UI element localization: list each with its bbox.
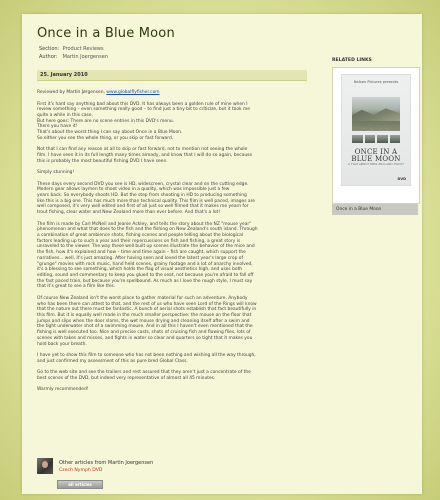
cover-landscape-image bbox=[352, 97, 400, 131]
paragraph-line: Not that I can find any reason at all to skip or fast forward, not to mention not seeing the whole bbox=[37, 147, 248, 153]
related-link-label[interactable]: Once in a Blue Moon bbox=[336, 207, 382, 212]
article-paragraph bbox=[37, 353, 309, 364]
paragraph-line: quite a while in this case. bbox=[37, 112, 93, 118]
paragraph-line: film. I have seen it in its full length many times already, and know that I will do so again, because bbox=[37, 152, 253, 158]
paragraph-line: "grunge" movies with rock music, hand held scenes, grainy footage and a lot of anarchy involved, bbox=[37, 261, 253, 267]
paragraph-line: this is probably the most beautiful fishing DVD I have seen. bbox=[37, 158, 168, 164]
paragraph-line: this film. But it is equally well made in the much smaller perspective: the mouse on the floor that bbox=[37, 312, 252, 318]
paragraph-line: jumps and slips when the door slams, the wet mouse drying and cleaning itself after a swim and bbox=[37, 318, 250, 324]
paragraph-line: phenomenon and what that does to the fish and the fishing on New Zealand's south island. Through bbox=[37, 227, 258, 233]
paragraph-line: I have yet to show this film to someone who has not been nothing and wishing all the way through, bbox=[37, 353, 256, 358]
related-links bbox=[332, 58, 418, 215]
related-links-heading: RELATED LINKS bbox=[332, 58, 372, 63]
article-paragraph bbox=[37, 222, 309, 290]
paragraph-line: Of course New Zealand isn't the worst place to gather material for such an adventure. Anybody bbox=[37, 295, 248, 301]
section-row bbox=[39, 46, 104, 52]
author-value[interactable]: Martin Joergensen bbox=[62, 54, 108, 60]
paragraph-line: Simply stunning! bbox=[37, 170, 75, 176]
paragraph-line: Warmly recommended! bbox=[37, 387, 89, 393]
article-paragraph bbox=[37, 370, 309, 381]
paragraph-line: like this is a big one. This has much more than technical quality. This film is well paced, images are bbox=[37, 198, 256, 204]
paragraph-line: trout fishing, clear water and New Zealand more than ever before. And that's a lot! bbox=[37, 210, 220, 216]
paragraph-line: hold back your breath. bbox=[37, 341, 87, 347]
paragraph-line: factors leading up to such a year and their repercussions on fish and fishing, a great story is bbox=[37, 238, 241, 244]
paragraph-line: the fish, how it's explained and how – time and time again – fish are caught, which support the bbox=[37, 250, 246, 256]
paragraph-line: But here goes: There are no scene entries in this DVD's menu. bbox=[37, 118, 175, 124]
site-link[interactable]: www.globalflyfisher.com bbox=[106, 90, 160, 95]
other-article-link[interactable]: Czech Nymph DVD bbox=[59, 468, 103, 473]
paragraph-line: unraveled to the viewer. The way these well built up scenes illustrate the behavior of the mice and bbox=[37, 244, 255, 250]
section-value[interactable]: Product Reviews bbox=[62, 46, 104, 52]
paragraph-line: years back. So everybody shoots HD. But the step from shooting in HD to producing something bbox=[37, 193, 247, 199]
cover-thumbnails bbox=[352, 135, 400, 143]
paragraph-line: it's a blessing to see something, which holds the flag of visual aesthetics high, and uses both bbox=[37, 267, 243, 273]
paragraph-line: that it's great to see a film like this. bbox=[37, 284, 116, 290]
paragraph-line: the tight underwater shot of a swimming mouse. And in all this I haven't even mentioned that the bbox=[37, 324, 253, 330]
dvd-cover-link[interactable] bbox=[332, 67, 420, 204]
paragraph-line: and just confirmed my assessment of this as pure bred Global Class. bbox=[37, 358, 188, 364]
article-paragraph bbox=[37, 182, 309, 216]
reviewed-by bbox=[37, 90, 309, 96]
article-paragraph bbox=[37, 296, 309, 347]
page-title: Once in a Blue Moon bbox=[37, 26, 175, 41]
other-articles-label: Other articles from Martin Joergensen bbox=[59, 460, 154, 466]
author-label: Author: bbox=[39, 54, 58, 60]
paragraph-line: The film is made by Carl McNeil and Jeanie Ackley, and tells the story about the NZ "mouse year" bbox=[37, 221, 252, 227]
dvd-cover-image bbox=[341, 74, 411, 186]
paragraph-line: That's about the worst thing I can say about Once in a Blue Moon. bbox=[37, 130, 183, 136]
reviewed-prefix: Reviewed by Martin Jørgensen, bbox=[37, 90, 105, 95]
paragraph-line: First it's hard say anything bad about this DVD. It has always been a golden rule of mine when I bbox=[37, 101, 248, 107]
paragraph-line: editing, sound and commentary to keep you glued to the seat, not because you're afraid to fall off bbox=[37, 272, 254, 278]
article-date: 25. January 2010 bbox=[40, 72, 88, 78]
section-label: Section: bbox=[39, 46, 60, 52]
paragraph-line: who has been there can attest to that, and the rest of us who have seen Lord of the Rings will know bbox=[37, 301, 257, 307]
article-paragraph bbox=[37, 102, 309, 142]
paragraph-line: a combination of great ambience shots, fishing scenes and people telling about the biological bbox=[37, 233, 244, 239]
date-bar bbox=[37, 70, 307, 81]
paragraph-line: These days every second DVD you see is HD, widescreen, crystal clear and on the cutting edge. bbox=[37, 181, 249, 187]
avatar[interactable] bbox=[37, 458, 53, 474]
paragraph-line: review something – even something really good – to find just a tiny bit to criticize, but it took me bbox=[37, 107, 250, 113]
cover-presenter: Nafsen Pictures presents bbox=[353, 80, 399, 84]
article-page bbox=[22, 14, 422, 494]
article-paragraph bbox=[37, 147, 309, 164]
author-row bbox=[39, 54, 108, 60]
paragraph-line: narratives... well, it's just amazing. After having seen and loved the latest year's large crop of bbox=[37, 255, 243, 261]
paragraph-line: Go to the web site and see the trailers and rest assured that they aren't just a concentrate of the bbox=[37, 370, 251, 376]
paragraph-line: that the nature out there must be fantastic. A bunch of aerial shots establish that fact beautifully in bbox=[37, 307, 257, 313]
cover-title-line2: BLUE MOON bbox=[351, 155, 401, 163]
paragraph-line: best scenes of the DVD, but indeed very representative of almost all 45 minutes. bbox=[37, 375, 216, 381]
paragraph-line: fishing is well executed too. Nice and precise casts, shots of cruising fish and flowing flies, lots of bbox=[37, 330, 251, 336]
paragraph-line: So either you see the whole thing, or you skip or fast forward. bbox=[37, 135, 174, 141]
cover-title-line1: ONCE IN A bbox=[354, 148, 398, 156]
cover-subtitle: A FILM ABOUT NEW ZEALAND TROUT bbox=[348, 162, 404, 166]
article-body bbox=[37, 90, 309, 399]
all-articles-button[interactable]: all articles bbox=[57, 480, 103, 489]
article-paragraph bbox=[37, 170, 309, 176]
paragraph-line: the fast paced train, but because you're spellbound. As much as I love the rough style, I must say bbox=[37, 278, 253, 284]
paragraph-line: There you have it! bbox=[37, 124, 78, 130]
article-paragraph bbox=[37, 387, 309, 393]
paragraph-line: scenes with takes and misses, and fights in water so clear and quarters so tight that it makes you bbox=[37, 335, 253, 341]
dvd-badge: DVD bbox=[397, 177, 406, 181]
related-link-caption[interactable] bbox=[332, 204, 418, 215]
paragraph-line: well composed, it's very well edited and first of all just so well filmed that it makes me yearn for bbox=[37, 204, 249, 210]
paragraph-line: Modern gear allows laymen to shoot video in a quality, which was impossible just a few bbox=[37, 187, 230, 193]
cover-title bbox=[346, 149, 406, 163]
